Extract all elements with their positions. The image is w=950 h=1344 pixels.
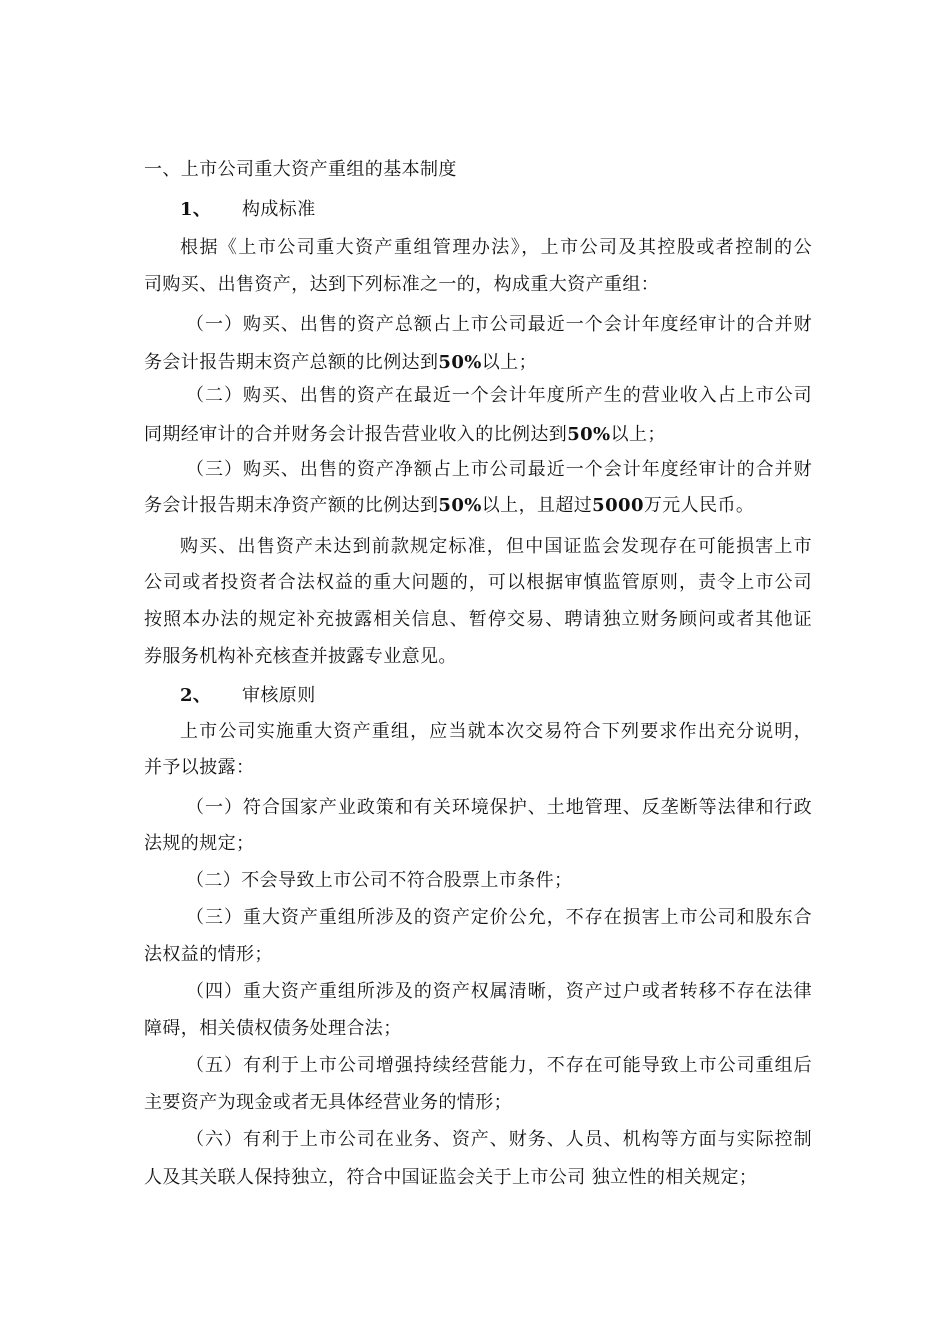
paragraph-line: 上市公司实施重大资产重组，应当就本次交易符合下列要求作出充分说明，: [180, 721, 812, 742]
requirement-2-line: （二）不会导致上市公司不符合股票上市条件；: [186, 870, 573, 891]
text-span: 万元人民币。: [643, 495, 755, 516]
text-span: 以上，且超过: [481, 495, 593, 516]
criterion-2-line: （二）购买、出售的资产在最近一个会计年度所产生的营业收入占上市公司: [186, 385, 812, 406]
criterion-3-line: （三）购买、出售的资产净额占上市公司最近一个会计年度经审计的合并财: [186, 459, 812, 480]
requirement-1-line: 法规的规定；: [144, 833, 255, 854]
criterion-1-line: [144, 350, 812, 376]
criterion-2-line: [144, 422, 812, 448]
text-span: 务会计报告期末净资产额的比例达到: [144, 495, 439, 516]
text-span: 同期经审计的合并财务会计报告营业收入的比例达到: [144, 424, 568, 445]
requirement-6-line: 人及其关联人保持独立，符合中国证监会关于上市公司 独立性的相关规定；: [144, 1167, 758, 1188]
subsection-1-heading: [180, 197, 812, 223]
paragraph-line: 并予以披露：: [144, 757, 255, 778]
text-span: 务会计报告期末资产总额的比例达到: [144, 352, 439, 373]
requirement-3-line: （三）重大资产重组所涉及的资产定价公允，不存在损害上市公司和股东合: [186, 907, 812, 928]
text-span: 以上；: [610, 424, 666, 445]
paragraph-line: 券服务机构补充核查并披露专业意见。: [144, 646, 457, 667]
subsection-number: 1、: [180, 199, 212, 220]
requirement-5-line: 主要资产为现金或者无具体经营业务的情形；: [144, 1092, 512, 1113]
requirement-6-line: （六）有利于上市公司在业务、资产、财务、人员、机构等方面与实际控制: [186, 1129, 812, 1150]
subsection-2-heading: [180, 683, 812, 709]
percent-value: 50%: [438, 495, 482, 516]
criterion-1-line: （一）购买、出售的资产总额占上市公司最近一个会计年度经审计的合并财: [186, 314, 812, 335]
criterion-3-line: [144, 493, 812, 519]
percent-value: 50%: [438, 352, 482, 373]
subsection-number: 2、: [180, 685, 212, 706]
paragraph-line: 根据《上市公司重大资产重组管理办法》，上市公司及其控股或者控制的公: [180, 237, 812, 258]
percent-value: 50%: [567, 424, 611, 445]
paragraph-line: 公司或者投资者合法权益的重大问题的，可以根据审慎监管原则，责令上市公司: [144, 572, 812, 593]
paragraph-line: 购买、出售资产未达到前款规定标准，但中国证监会发现存在可能损害上市: [180, 536, 812, 557]
requirement-5-line: （五）有利于上市公司增强持续经营能力，不存在可能导致上市公司重组后: [186, 1055, 812, 1076]
subsection-title: 构成标准: [242, 199, 316, 220]
requirement-1-line: （一）符合国家产业政策和有关环境保护、土地管理、反垄断等法律和行政: [186, 797, 812, 818]
requirement-4-line: （四）重大资产重组所涉及的资产权属清晰，资产过户或者转移不存在法律: [186, 981, 812, 1002]
amount-value: 5000: [592, 495, 644, 516]
requirement-4-line: 障碍，相关债权债务处理合法；: [144, 1018, 402, 1039]
paragraph-line: 司购买、出售资产，达到下列标准之一的，构成重大资产重组：: [144, 274, 660, 295]
subsection-title: 审核原则: [242, 685, 316, 706]
requirement-3-line: 法权益的情形；: [144, 944, 273, 965]
text-span: 以上；: [481, 352, 537, 373]
paragraph-line: 按照本办法的规定补充披露相关信息、暂停交易、聘请独立财务顾问或者其他证: [144, 609, 812, 630]
section-heading: 一、上市公司重大资产重组的基本制度: [144, 159, 457, 180]
